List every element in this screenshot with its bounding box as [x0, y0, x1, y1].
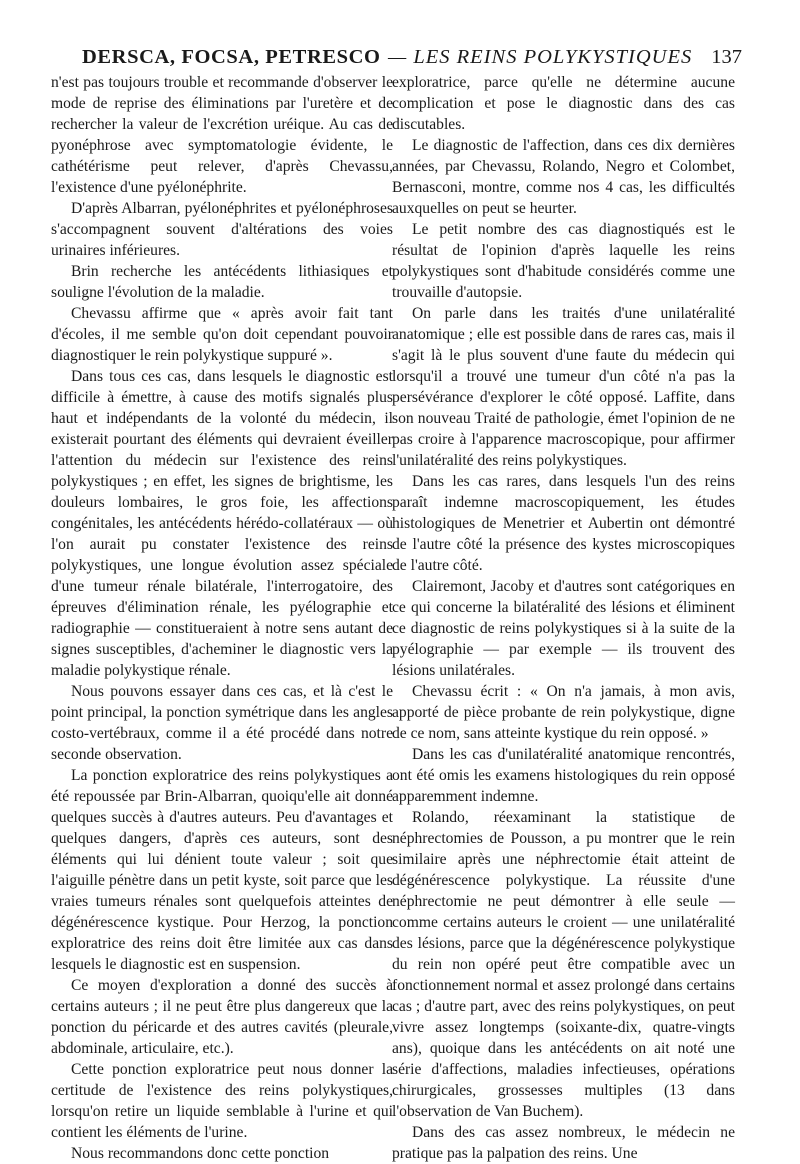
paragraph: Cette ponction exploratrice peut nous donner la certitude de l'existence des reins polykystiques, lorsqu'on retire un liquide semblable à l'urine et qui contient les éléments de l'urine.	[51, 1061, 393, 1141]
paragraph: Le petit nombre des cas diagnostiqués est le résultat de l'opinion d'après laquelle les reins polykystiques sont d'habitude considérés comme une trouvaille d'autopsie.	[392, 221, 735, 301]
header-separator: —	[388, 46, 408, 68]
running-header	[52, 42, 742, 72]
paragraph: Brin recherche les antécédents lithiasiques et souligne l'évolution de la maladie.	[51, 263, 393, 301]
paragraph: exploratrice, parce qu'elle ne détermine aucune complication et pose le diagnostic dans des cas discutables.	[392, 74, 735, 133]
paragraph: Ce moyen d'exploration a donné des succès à certains auteurs ; il ne peut être plus dangereux que la ponction du péricarde et des autres cavités (pleurale, abdominale, articulaire, etc.).	[51, 977, 393, 1057]
paragraph: Dans des cas assez nombreux, le médecin ne pratique pas la palpation des reins. Une	[392, 1124, 735, 1162]
header-authors: DERSCA, FOCSA, PETRESCO	[82, 46, 381, 68]
paragraph: Dans tous ces cas, dans lesquels le diagnostic est difficile à émettre, à cause des motifs signalés plus haut et indépendants de la volonté du médecin, il existerait pourtant des éléments qui devraient éveiller l'attention du médecin sur l'existence des reins polykystiques ; en effet, les signes de brightisme, les douleurs lombaires, le gros foie, les affections congénitales, les antécédents hérédo-collatéraux — où l'on aurait pu constater l'existence des reins polykystiques, une longue évolution assez spéciale d'une tumeur rénale bilatérale, l'interrogatoire, des épreuves d'élimination rénale, les pyélographie et radiographie — constitueraient à notre sens autant de signes susceptibles, d'acheminer le diagnostic vers la maladie polykystique rénale.	[51, 368, 393, 679]
right-column	[392, 72, 735, 1164]
paragraph: D'après Albarran, pyélonéphrites et pyélonéphroses s'accompagnent souvent d'altérations des voies urinaires inférieures.	[51, 200, 393, 259]
paragraph: Nous pouvons essayer dans ces cas, et là c'est le point principal, la ponction symétrique dans les angles costo-vertébraux, comme il a été procédé dans notre seconde observation.	[51, 683, 393, 763]
paragraph: La ponction exploratrice des reins polykystiques a été repoussée par Brin-Albarran, quoiqu'elle ait donné quelques succès à d'autres auteurs. Peu d'avantages et quelques dangers, d'après ces auteurs, sont des éléments qui lui dénient toute valeur ; soit que l'aiguille pénètre dans un petit kyste, soit parce que les vraies tumeurs rénales sont quelquefois atteintes de dégénérescence kystique. Pour Herzog, la ponction exploratrice des reins doit être limitée aux cas dans lesquels le diagnostic est en suspension.	[51, 767, 393, 973]
header-title-text: LES REINS POLYKYSTIQUES	[413, 46, 693, 68]
paragraph: Dans les cas d'unilatéralité anatomique rencontrés, ont été omis les examens histologiques du rein opposé apparemment indemne.	[392, 746, 735, 805]
header-title	[388, 42, 692, 72]
paragraph: On parle dans les traités d'une unilatéralité anatomique ; elle est possible dans de rares cas, mais il s'agit là le plus souvent d'une faute du médecin qui lorsqu'il a trouvé une tumeur d'un côté n'a pas la persévérance d'explorer le côté opposé. Laffite, dans son nouveau Traité de pathologie, émet l'opinion de ne pas croire à l'apparence macroscopique, pour affirmer l'unilatéralité des reins polykystiques.	[392, 305, 735, 469]
paragraph: Chevassu affirme que « après avoir fait tant d'écoles, il me semble qu'on doit cependant pouvoir diagnostiquer le rein polykystique suppuré ».	[51, 305, 393, 364]
paragraph: Le diagnostic de l'affection, dans ces dix dernières années, par Chevassu, Rolando, Negro et Colombet, Bernasconi, montre, comme nos 4 cas, les difficultés auxquelles on peut se heurter.	[392, 137, 735, 217]
paragraph: Nous recommandons donc cette ponction	[71, 1145, 330, 1162]
left-column	[51, 72, 393, 1164]
paragraph: Chevassu écrit : « On n'a jamais, à mon avis, apporté de pièce probante de rein polykystique, digne de ce nom, sans atteinte kystique du rein opposé. »	[392, 683, 735, 742]
paragraph: Clairemont, Jacoby et d'autres sont catégoriques en ce qui concerne la bilatéralité des lésions et éliminent ce diagnostic de reins polykystiques si à la suite de la pyélographie — par exemple — ils trouvent des lésions unilatérales.	[392, 578, 735, 679]
paragraph: Dans les cas rares, dans lesquels l'un des reins paraît indemne macroscopiquement, les études histologiques de Menetrier et Aubertin ont démontré de l'autre côté la présence des kystes microscopiques de l'autre côté.	[392, 473, 735, 574]
page-number: 137	[711, 46, 742, 68]
paragraph: n'est pas toujours trouble et recommande d'observer le mode de reprise des éliminations par l'uretère et de rechercher la valeur de l'excrétion uréique. Au cas de pyonéphrose avec symptomatologie évidente, le cathétérisme peut relever, d'après Chevassu, l'existence d'une pyélonéphrite.	[51, 74, 393, 196]
paragraph: Rolando, réexaminant la statistique de néphrectomies de Pousson, a pu montrer que le rein similaire après une néphrectomie était atteint de dégénérescence polykystique. La réussite d'une néphrectomie ne peut démontrer à elle seule — comme certains auteurs le croient — une unilatéralité des lésions, parce que la dégénérescence polykystique du rein non opéré peut être compatible avec un fonctionnement normal et assez prolongé dans certains cas ; d'autre part, avec des reins polykystiques, on peut vivre assez longtemps (soixante-dix, quatre-vingts ans), quoique dans les antécédents on ait noté une série d'affections, maladies infectieuses, opérations chirurgicales, grossesses multiples (13 dans l'observation de Van Buchem).	[392, 809, 735, 1120]
